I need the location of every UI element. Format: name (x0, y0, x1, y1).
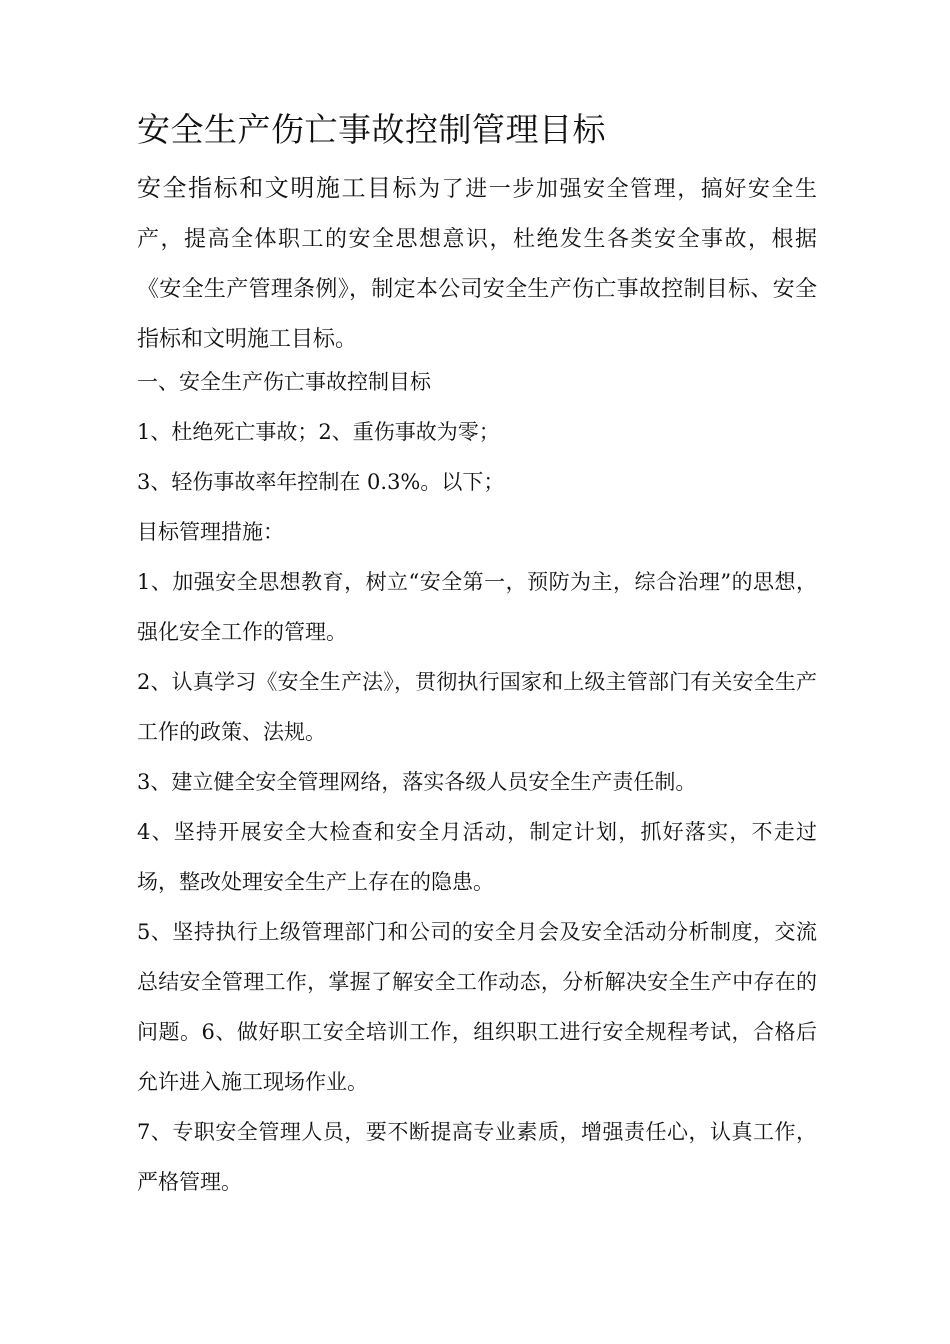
intro-body: 为了进一步加强安全管理，搞好安全生产，提高全体职工的安全思想意识，杜绝发生各类安全事故，根据《安全生产管理条例》，制定本公司安全生产伤亡事故控制目标、安全指标和文明施工目标。 (137, 177, 817, 352)
measures-heading: 目标管理措施： (137, 520, 284, 544)
section1-heading: 一、安全生产伤亡事故控制目标 (137, 370, 431, 394)
measure-5-6: 5、坚持执行上级管理部门和公司的安全月会及安全活动分析制度，交流总结安全管理工作，掌握了解安全工作动态，分析解决安全生产中存在的问题。6、做好职工安全培训工作，组织职工进行安全规程考试，合格后允许进入施工现场作业。 (137, 920, 817, 1094)
measure-4: 4、坚持开展安全大检查和安全月活动，制定计划，抓好落实，不走过场，整改处理安全生产上存在的隐患。 (137, 820, 817, 894)
document-title: 安全生产伤亡事故控制管理目标 (137, 110, 606, 149)
target-line-2: 3、轻伤事故率年控制在 0.3%。以下； (137, 470, 505, 494)
target-line-1: 1、杜绝死亡事故；2、重伤事故为零； (137, 420, 500, 444)
measure-1: 1、加强安全思想教育，树立“安全第一，预防为主，综合治理”的思想，强化安全工作的管理。 (137, 570, 817, 644)
measure-7: 7、专职安全管理人员，要不断提高专业素质，增强责任心，认真工作，严格管理。 (137, 1120, 817, 1194)
intro-paragraph (137, 163, 817, 365)
intro-lead: 安全指标和文明施工目标 (137, 174, 419, 202)
measure-2: 2、认真学习《安全生产法》，贯彻执行国家和上级主管部门有关安全生产工作的政策、法规。 (137, 670, 817, 744)
measure-3: 3、建立健全安全管理网络，落实各级人员安全生产责任制。 (137, 770, 697, 794)
